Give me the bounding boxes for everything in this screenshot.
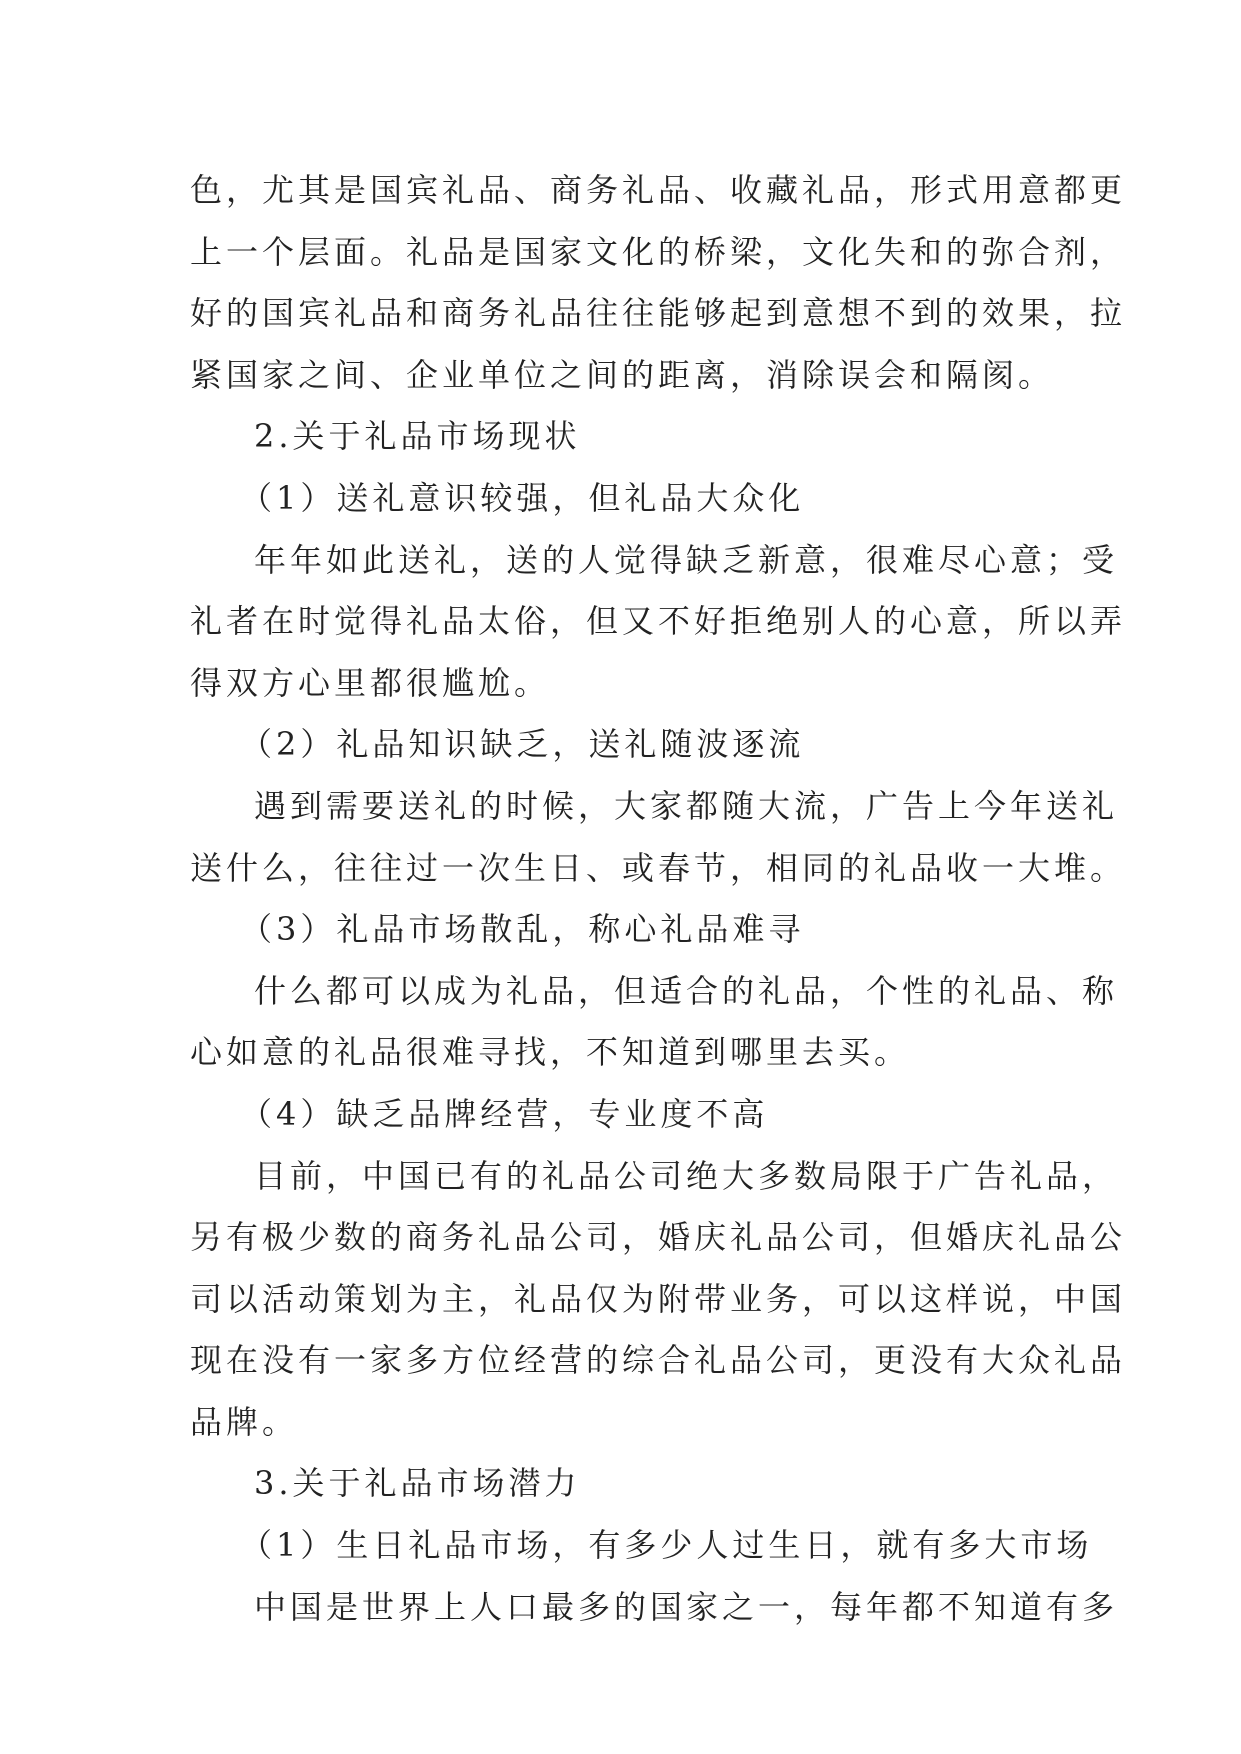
text-line: 中国是世界上人口最多的国家之一，每年都不知道有多 (254, 1587, 1119, 1626)
text-line: 紧国家之间、企业单位之间的距离，消除误会和隔阂。 (190, 355, 1055, 394)
text-line: 遇到需要送礼的时候，大家都随大流，广告上今年送礼 (254, 786, 1119, 825)
text-line: 品牌。 (190, 1402, 299, 1441)
text-line: 送什么，往往过一次生日、或春节，相同的礼品收一大堆。 (190, 848, 1127, 887)
text-line: 上一个层面。礼品是国家文化的桥梁，文化失和的弥合剂， (190, 232, 1127, 271)
document-body (190, 160, 1127, 1638)
subsection-heading: （2）礼品知识缺乏，送礼随波逐流 (240, 725, 805, 764)
text-line: 现在没有一家多方位经营的综合礼品公司，更没有大众礼品 (190, 1341, 1127, 1380)
section-heading: 3.关于礼品市场潜力 (254, 1464, 581, 1503)
section-heading: 2.关于礼品市场现状 (254, 417, 581, 456)
text-line: 目前，中国已有的礼品公司绝大多数局限于广告礼品， (254, 1156, 1119, 1195)
text-line: 心如意的礼品很难寻找，不知道到哪里去买。 (190, 1033, 911, 1072)
subsection-heading: （4）缺乏品牌经营，专业度不高 (240, 1094, 769, 1133)
subsection-heading: （3）礼品市场散乱，称心礼品难寻 (240, 910, 805, 949)
text-line: 礼者在时觉得礼品太俗，但又不好拒绝别人的心意，所以弄 (190, 602, 1127, 641)
text-line: 色，尤其是国宾礼品、商务礼品、收藏礼品，形式用意都更 (190, 171, 1127, 209)
subsection-heading: （1）送礼意识较强，但礼品大众化 (240, 478, 805, 517)
subsection-heading: （1）生日礼品市场，有多少人过生日，就有多大市场 (240, 1526, 1093, 1565)
text-line: 司以活动策划为主，礼品仅为附带业务，可以这样说，中国 (190, 1279, 1127, 1318)
text-line: 得双方心里都很尴尬。 (190, 663, 551, 702)
text-line: 另有极少数的商务礼品公司，婚庆礼品公司，但婚庆礼品公 (190, 1218, 1127, 1257)
text-line: 年年如此送礼，送的人觉得缺乏新意，很难尽心意；受 (254, 540, 1119, 579)
text-line: 好的国宾礼品和商务礼品往往能够起到意想不到的效果，拉 (190, 294, 1127, 333)
text-line: 什么都可以成为礼品，但适合的礼品，个性的礼品、称 (254, 971, 1119, 1010)
